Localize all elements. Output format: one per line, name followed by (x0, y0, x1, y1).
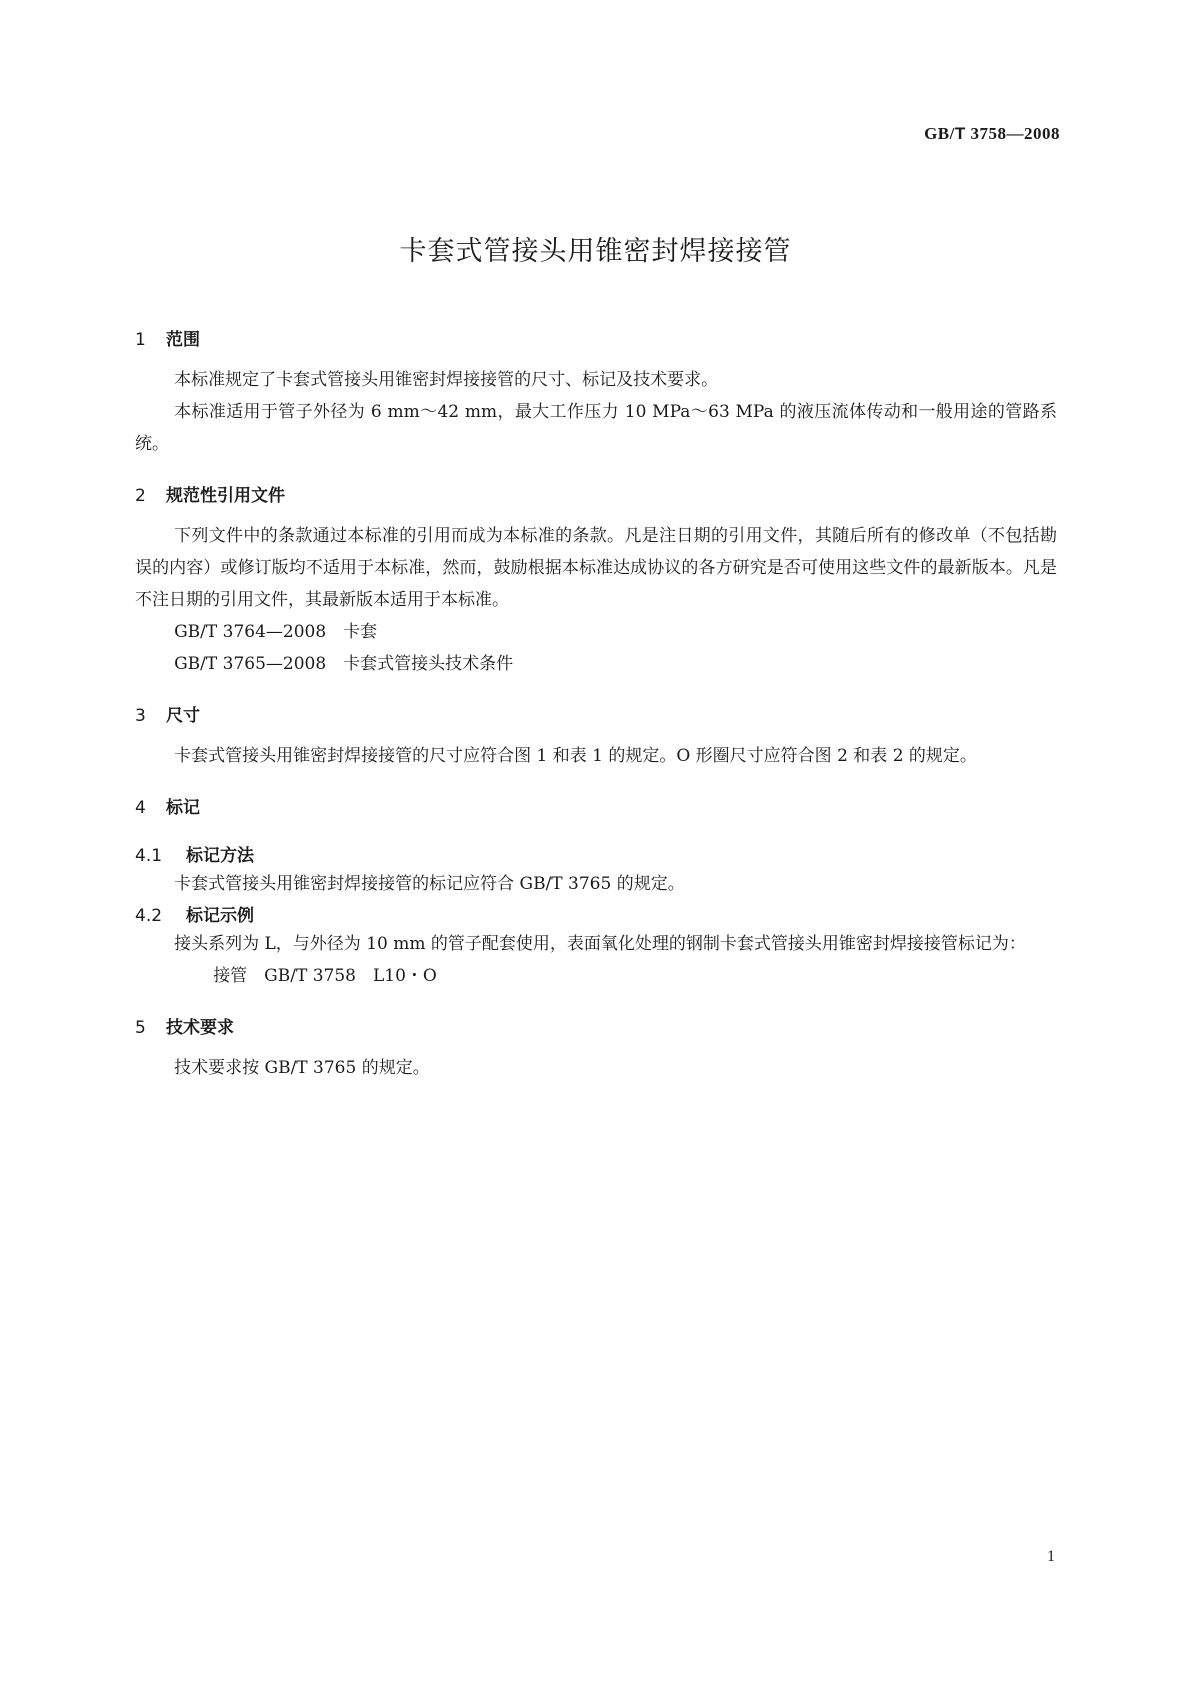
standard-code-t: T (954, 124, 966, 143)
marking-example: 接管 GB/T 3758 L10・O (213, 966, 437, 986)
document-body (135, 328, 1057, 1084)
section-3-paragraph-1: 卡套式管接头用锥密封焊接接管的尺寸应符合图 1 和表 1 的规定。O 形圈尺寸应符合图 2 和表 2 的规定。 (174, 746, 977, 766)
document-title: 卡套式管接头用锥密封焊接接管 (399, 236, 792, 267)
standard-code-prefix: GB/ (924, 124, 955, 143)
section-5-paragraph-1: 技术要求按 GB/T 3765 的规定。 (174, 1058, 430, 1078)
section-3-number: 3 (135, 706, 146, 726)
section-1-title: 范围 (166, 330, 200, 350)
section-4-number: 4 (135, 798, 146, 818)
page-number: 1 (1047, 1548, 1055, 1565)
section-4-1-title: 标记方法 (186, 846, 254, 866)
section-4-1-heading (135, 844, 1057, 868)
reference-gbt-3764: GB/T 3764—2008 卡套 (174, 622, 378, 642)
section-2-number: 2 (135, 486, 146, 506)
section-4-2-heading (135, 904, 1057, 928)
section-1-heading (135, 328, 1057, 352)
section-4-heading (135, 796, 1057, 820)
section-2-heading (135, 484, 1057, 508)
section-5-title: 技术要求 (166, 1018, 234, 1038)
standard-code (924, 124, 1060, 144)
section-3-heading (135, 704, 1057, 728)
section-1-number: 1 (135, 330, 146, 350)
section-4-2-paragraph-1: 接头系列为 L，与外径为 10 mm 的管子配套使用，表面氧化处理的钢制卡套式管接头用锥密封焊接接管标记为： (174, 934, 1026, 954)
section-1-paragraph-2: 本标准适用于管子外径为 6 mm～42 mm，最大工作压力 10 MPa～63 MPa 的液压流体传动和一般用途的管路系统。 (135, 402, 1057, 454)
section-2-paragraph-1: 下列文件中的条款通过本标准的引用而成为本标准的条款。凡是注日期的引用文件，其随后所有的修改单（不包括勘误的内容）或修订版均不适用于本标准，然而，鼓励根据本标准达成协议的各方研究是否可使用这些文件的最新版本。凡是不注日期的引用文件，其最新版本适用于本标准。 (135, 526, 1057, 610)
section-4-2-number: 4.2 (135, 906, 163, 926)
section-5-heading (135, 1016, 1057, 1040)
section-2-title: 规范性引用文件 (166, 486, 285, 506)
section-4-1-number: 4.1 (135, 846, 163, 866)
standard-code-number: 3758—2008 (965, 124, 1060, 143)
section-4-1-paragraph-1: 卡套式管接头用锥密封焊接接管的标记应符合 GB/T 3765 的规定。 (174, 874, 685, 894)
section-1-paragraph-1: 本标准规定了卡套式管接头用锥密封焊接接管的尺寸、标记及技术要求。 (174, 370, 719, 390)
section-4-2-title: 标记示例 (186, 906, 254, 926)
section-5-number: 5 (135, 1018, 146, 1038)
section-4-title: 标记 (166, 798, 200, 818)
section-3-title: 尺寸 (166, 706, 200, 726)
reference-gbt-3765: GB/T 3765—2008 卡套式管接头技术条件 (174, 654, 514, 674)
